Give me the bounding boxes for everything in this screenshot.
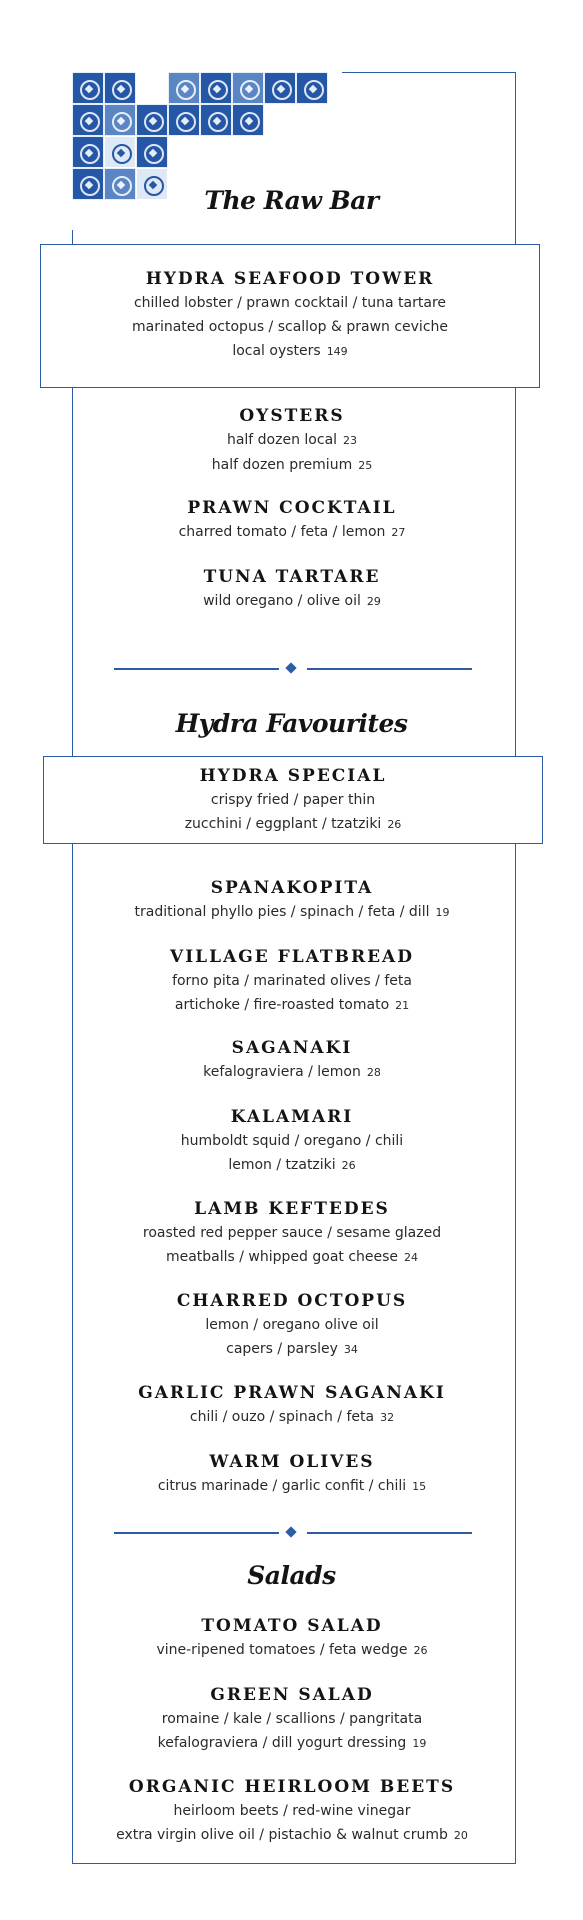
item-price: 26 — [413, 1644, 428, 1657]
featured-hydra-special-box — [43, 756, 543, 844]
item-name: VILLAGE FLATBREAD — [170, 947, 414, 967]
menu-item-heirloom-beets — [72, 1775, 512, 1848]
tile-icon — [232, 72, 264, 104]
item-desc: local oysters — [232, 343, 321, 359]
item-price: 149 — [326, 345, 348, 358]
item-desc: roasted red pepper sauce / sesame glazed — [142, 1225, 442, 1241]
item-price: 20 — [453, 1829, 468, 1842]
menu-item-prawn-cocktail — [72, 496, 512, 545]
item-price: 19 — [435, 906, 450, 919]
tile-icon — [200, 104, 232, 136]
tile-icon — [168, 104, 200, 136]
item-desc: lemon / oregano olive oil — [205, 1317, 379, 1333]
section-divider — [114, 663, 472, 675]
item-price: 32 — [380, 1411, 395, 1424]
item-desc: half dozen local — [226, 432, 338, 448]
item-price: 34 — [343, 1343, 358, 1356]
menu-item-oysters — [72, 404, 512, 478]
menu-item-tuna-tartare — [72, 565, 512, 614]
tile-pattern — [72, 72, 340, 202]
menu-item-village-flatbread — [72, 945, 512, 1018]
tile-icon — [136, 104, 168, 136]
item-desc: lemon / tzatziki — [228, 1157, 336, 1173]
item-desc: romaine / kale / scallions / pangritata — [161, 1711, 423, 1727]
item-desc: humboldt squid / oregano / chili — [180, 1133, 404, 1149]
item-desc: traditional phyllo pies / spinach / feta / dill — [134, 904, 430, 920]
salads-title: Salads — [247, 1561, 336, 1590]
item-desc: wild oregano / olive oil — [203, 593, 361, 609]
item-desc: citrus marinade / garlic confit / chili — [157, 1478, 407, 1494]
menu-item-tomato-salad — [72, 1614, 512, 1663]
item-price: 27 — [391, 526, 406, 539]
favourites-title: Hydra Favourites — [175, 709, 408, 738]
item-name: TUNA TARTARE — [203, 567, 381, 587]
item-name: PRAWN COCKTAIL — [187, 498, 397, 518]
item-desc: chili / ouzo / spinach / feta — [189, 1409, 375, 1425]
item-name: GARLIC PRAWN SAGANAKI — [138, 1383, 446, 1403]
tile-icon — [232, 104, 264, 136]
menu-item-warm-olives — [72, 1450, 512, 1499]
item-name: TOMATO SALAD — [201, 1616, 383, 1636]
tile-icon — [296, 72, 328, 104]
item-name: SPANAKOPITA — [210, 878, 374, 898]
item-desc: extra virgin olive oil / pistachio & walnut crumb — [116, 1827, 448, 1843]
menu-item-garlic-prawn-saganaki — [72, 1381, 512, 1430]
raw-bar-title: The Raw Bar — [204, 186, 379, 215]
menu-item-charred-octopus — [72, 1289, 512, 1362]
item-price: 28 — [366, 1066, 381, 1079]
tile-icon — [72, 72, 104, 104]
item-desc: forno pita / marinated olives / feta — [172, 973, 412, 989]
menu-item-kalamari — [72, 1105, 512, 1178]
item-desc: crispy fried / paper thin — [210, 792, 376, 808]
tile-icon — [72, 136, 104, 168]
item-desc: kefalograviera / lemon — [203, 1064, 361, 1080]
item-name: OYSTERS — [239, 406, 345, 426]
item-name: GREEN SALAD — [210, 1685, 374, 1705]
item-price: 19 — [412, 1737, 427, 1750]
item-desc: vine-ripened tomatoes / feta wedge — [156, 1642, 408, 1658]
featured-seafood-tower-box — [40, 244, 540, 388]
item-desc: chilled lobster / prawn cocktail / tuna tartare — [133, 295, 447, 311]
item-price: 24 — [404, 1251, 419, 1264]
tile-icon — [200, 72, 232, 104]
item-desc: meatballs / whipped goat cheese — [165, 1249, 399, 1265]
item-desc: artichoke / fire-roasted tomato — [174, 997, 390, 1013]
menu-item-saganaki — [72, 1036, 512, 1085]
diamond-icon — [285, 1526, 296, 1537]
item-name: HYDRA SEAFOOD TOWER — [145, 269, 435, 289]
menu-item-green-salad — [72, 1683, 512, 1756]
tile-icon — [72, 104, 104, 136]
item-name: LAMB KEFTEDES — [194, 1199, 390, 1219]
item-name: ORGANIC HEIRLOOM BEETS — [128, 1777, 456, 1797]
tile-icon — [264, 72, 296, 104]
item-name: CHARRED OCTOPUS — [176, 1291, 408, 1311]
item-price: 15 — [412, 1480, 427, 1493]
item-price: 25 — [358, 459, 373, 472]
item-price: 23 — [343, 434, 358, 447]
item-desc: charred tomato / feta / lemon — [178, 524, 386, 540]
item-price: 21 — [395, 999, 410, 1012]
item-name: KALAMARI — [230, 1107, 354, 1127]
tile-icon — [104, 136, 136, 168]
tile-icon — [168, 72, 200, 104]
item-price: 26 — [341, 1159, 356, 1172]
tile-icon — [104, 104, 136, 136]
item-price: 26 — [387, 818, 402, 831]
tile-icon — [136, 136, 168, 168]
item-name: WARM OLIVES — [209, 1452, 375, 1472]
item-desc: kefalograviera / dill yogurt dressing — [157, 1735, 407, 1751]
tile-icon — [104, 72, 136, 104]
section-divider — [114, 1527, 472, 1539]
diamond-icon — [285, 662, 296, 673]
menu-item-spanakopita — [72, 876, 512, 925]
item-name: SAGANAKI — [231, 1038, 353, 1058]
item-desc: marinated octopus / scallop & prawn ceviche — [131, 319, 449, 335]
menu-item-lamb-keftedes — [72, 1197, 512, 1270]
item-desc: heirloom beets / red-wine vinegar — [173, 1803, 411, 1819]
item-desc: half dozen premium — [211, 457, 353, 473]
item-name: HYDRA SPECIAL — [199, 766, 387, 786]
item-desc: capers / parsley — [226, 1341, 338, 1357]
item-price: 29 — [366, 595, 381, 608]
item-desc: zucchini / eggplant / tzatziki — [184, 816, 382, 832]
